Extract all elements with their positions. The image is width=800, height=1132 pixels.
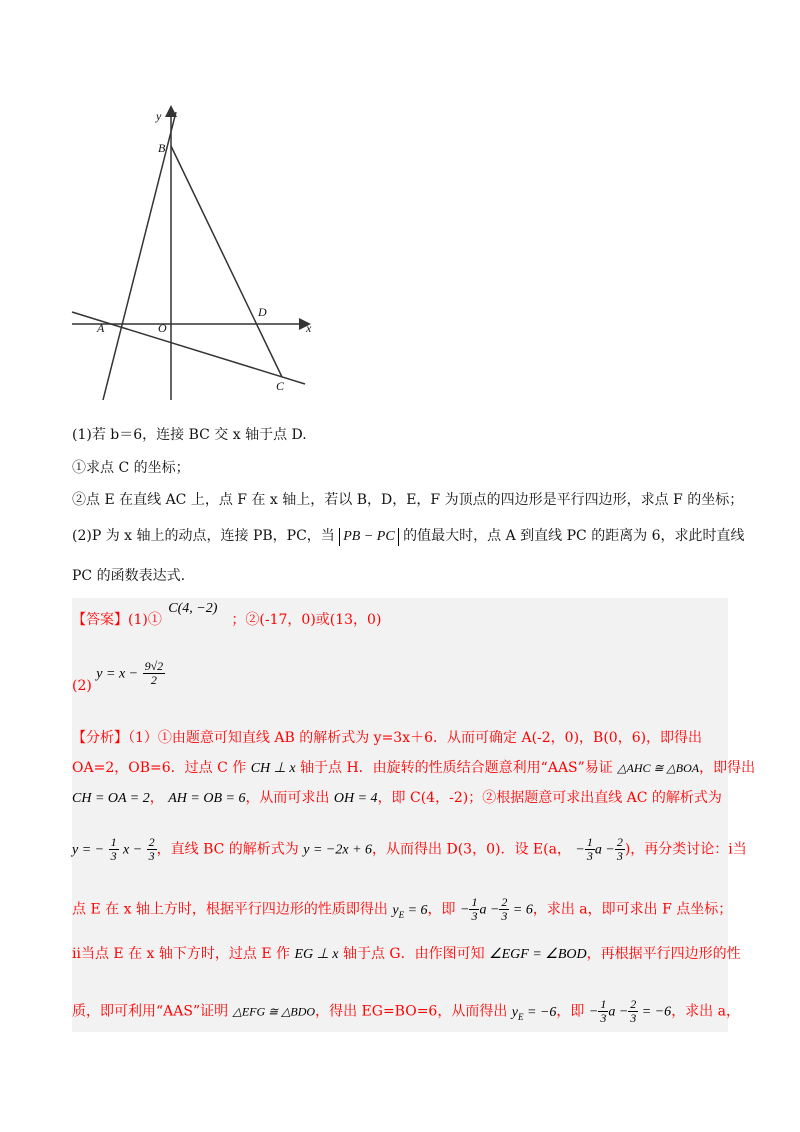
math-ah-ob: AH = OB = 6 xyxy=(168,791,246,806)
label-c: C xyxy=(276,379,285,393)
math-neg: − xyxy=(460,902,470,918)
math-eq-6: = 6 xyxy=(509,902,533,918)
math-bc: y = −2x + 6 xyxy=(303,842,373,858)
math-ac-2: x − xyxy=(123,842,143,858)
frac-num: 2 xyxy=(501,895,508,909)
math-sub: E xyxy=(398,909,405,920)
analysis-text-3c: ，即 C(4，-2)；②根据题意可求出直线 AC 的解析式为 xyxy=(377,790,722,806)
question-part1-sub1: ①求点 C 的坐标； xyxy=(72,460,190,476)
math-oh: OH = 4 xyxy=(333,791,378,806)
frac-num: 2 xyxy=(148,835,155,849)
question-part1: (1)若 b＝6，连接 BC 交 x 轴于点 D. xyxy=(72,427,307,443)
frac-7-1 xyxy=(598,998,608,1025)
answer-part2-expr: y = x − xyxy=(96,666,139,682)
analysis-text-7d: ，求出 a， xyxy=(671,1003,740,1020)
math-ye-6 xyxy=(392,903,427,918)
analysis-text-7c: ，即 xyxy=(556,1003,585,1020)
math-eq: = 6 xyxy=(404,902,428,918)
analysis-text-2b: 轴于点 H．由旋转的性质结合题意利用“AAS”易证 xyxy=(300,760,613,776)
answer-tag: 【答案】 xyxy=(72,612,128,628)
analysis-text-2c: ，即得出 xyxy=(699,760,756,776)
answer-part2-prefix: (2) xyxy=(72,677,92,694)
math-e-1: − xyxy=(575,842,585,858)
math-y: y xyxy=(392,902,399,918)
analysis-text-3a: ， xyxy=(149,790,164,806)
frac-den: 3 xyxy=(110,849,117,863)
math-sub: E xyxy=(518,1011,524,1022)
answer-line1 xyxy=(72,601,382,631)
math-eq: = −6 xyxy=(523,1004,557,1020)
frac-den: 3 xyxy=(616,849,623,863)
analysis-text-6b: 轴于点 G．由作图可知 xyxy=(342,946,485,962)
math-congruent-2: △EFG ≅ △BDO xyxy=(232,1004,316,1019)
analysis-text-5c: ，求出 a，即可求出 F 点坐标； xyxy=(532,901,733,918)
analysis-text-4b: ，从而得出 D(3，0)．设 E(a， xyxy=(372,841,571,858)
frac-5-2 xyxy=(499,896,509,923)
label-o: O xyxy=(158,321,167,335)
math-ac-1: y = − xyxy=(72,842,105,858)
frac-ac-1 xyxy=(109,836,119,863)
frac-e-1 xyxy=(585,836,595,863)
fraction-denominator: 2 xyxy=(150,673,157,687)
math-a-minus: a − xyxy=(608,1004,629,1020)
frac-7-2 xyxy=(628,998,638,1025)
math-e-2: a − xyxy=(594,842,615,858)
question-part2-end: 的值最大时，点 A 到直线 PC 的距离为 6，求此时直线 xyxy=(403,528,745,544)
frac-den: 3 xyxy=(600,1011,607,1025)
line-ab xyxy=(103,112,176,400)
frac-num: 1 xyxy=(471,895,478,909)
math-congruent-1: △AHC ≅ △BOA xyxy=(617,761,700,775)
answer-part1-prefix: (1)① xyxy=(128,612,162,628)
abs-expression: PB − PC xyxy=(339,528,398,546)
math-y: y xyxy=(511,1004,519,1020)
analysis-text-1: （1）①由题意可知直线 AB 的解析式为 y=3x＋6．从而可确定 A(-2，0)，B(0，6)，即得出 xyxy=(128,730,703,746)
frac-num: 2 xyxy=(616,835,623,849)
answer-c-coord: C(4, −2) xyxy=(168,601,218,616)
analysis-text-4c: )，再分类讨论：ⅰ当 xyxy=(624,841,747,858)
question-part2-line2: PC 的函数表达式. xyxy=(72,568,186,584)
analysis-line5 xyxy=(72,896,732,924)
analysis-line4 xyxy=(72,836,747,863)
math-angle-eq: ∠EGF = ∠BOD xyxy=(489,947,587,962)
label-a: A xyxy=(97,321,105,335)
label-y: y xyxy=(156,109,162,123)
math-ch-oa: CH = OA = 2 xyxy=(72,791,150,806)
answer-line2 xyxy=(72,659,165,694)
analysis-text-6c: ，再根据平行四边形的性 xyxy=(586,946,741,962)
question-part1-sub2: ②点 E 在直线 AC 上，点 F 在 x 轴上，若以 B，D，E，F 为顶点的四边形是平行四边形，求点 F 的坐标； xyxy=(72,492,744,508)
line-bc xyxy=(171,146,282,377)
analysis-line1 xyxy=(72,728,702,748)
math-eg-perp: EG ⊥ x xyxy=(294,947,339,962)
analysis-text-2a: OA=2，OB=6．过点 C 作 xyxy=(72,760,247,776)
analysis-text-6a: ⅱ当点 E 在 x 轴下方时，过点 E 作 xyxy=(72,946,290,962)
geometry-figure xyxy=(60,100,320,400)
analysis-line3 xyxy=(72,788,722,809)
label-d: D xyxy=(258,305,267,319)
math-ch-perp: CH ⊥ x xyxy=(250,761,296,776)
label-b: B xyxy=(158,141,166,155)
frac-num: 1 xyxy=(586,835,593,849)
frac-num: 1 xyxy=(110,835,117,849)
frac-ac-2 xyxy=(147,836,157,863)
frac-den: 3 xyxy=(471,909,478,923)
question-part2-start: (2)P 为 x 轴上的动点，连接 PB，PC，当 xyxy=(72,528,335,544)
math-neg: − xyxy=(588,1004,599,1020)
frac-e-2 xyxy=(615,836,625,863)
analysis-text-5a: 点 E 在 x 轴上方时，根据平行四边形的性质即得出 xyxy=(72,901,388,918)
fraction-numerator: 9√2 xyxy=(144,659,164,673)
analysis-tag: 【分析】 xyxy=(72,730,128,746)
frac-den: 3 xyxy=(586,849,593,863)
math-a-minus: a − xyxy=(479,902,500,918)
analysis-line7 xyxy=(72,998,740,1026)
analysis-text-3b: ，从而可求出 xyxy=(245,790,330,806)
coordinate-diagram xyxy=(60,100,320,400)
question-part2 xyxy=(72,526,745,546)
frac-num: 1 xyxy=(600,997,607,1011)
math-ye-neg6 xyxy=(512,1005,557,1020)
line-ac xyxy=(72,312,305,384)
answer-box xyxy=(72,598,756,1032)
frac-num: 2 xyxy=(630,997,637,1011)
analysis-text-4a: ，直线 BC 的解析式为 xyxy=(156,841,299,858)
frac-den: 3 xyxy=(148,849,155,863)
frac-5-1 xyxy=(469,896,479,923)
analysis-line2 xyxy=(72,758,755,779)
math-eq-neg6: = −6 xyxy=(638,1004,672,1020)
frac-den: 3 xyxy=(501,909,508,923)
label-x: x xyxy=(306,321,312,335)
analysis-text-7b: ，得出 EG=BO=6，从而得出 xyxy=(315,1003,508,1020)
frac-den: 3 xyxy=(630,1011,637,1025)
analysis-text-7a: 质，即可利用“AAS”证明 xyxy=(72,1003,229,1020)
answer-part1-rest: ；②(-17，0)或(13，0) xyxy=(231,612,382,628)
answer-fraction xyxy=(143,660,166,687)
analysis-line6 xyxy=(72,944,741,965)
analysis-text-5b: ，即 xyxy=(427,901,456,918)
